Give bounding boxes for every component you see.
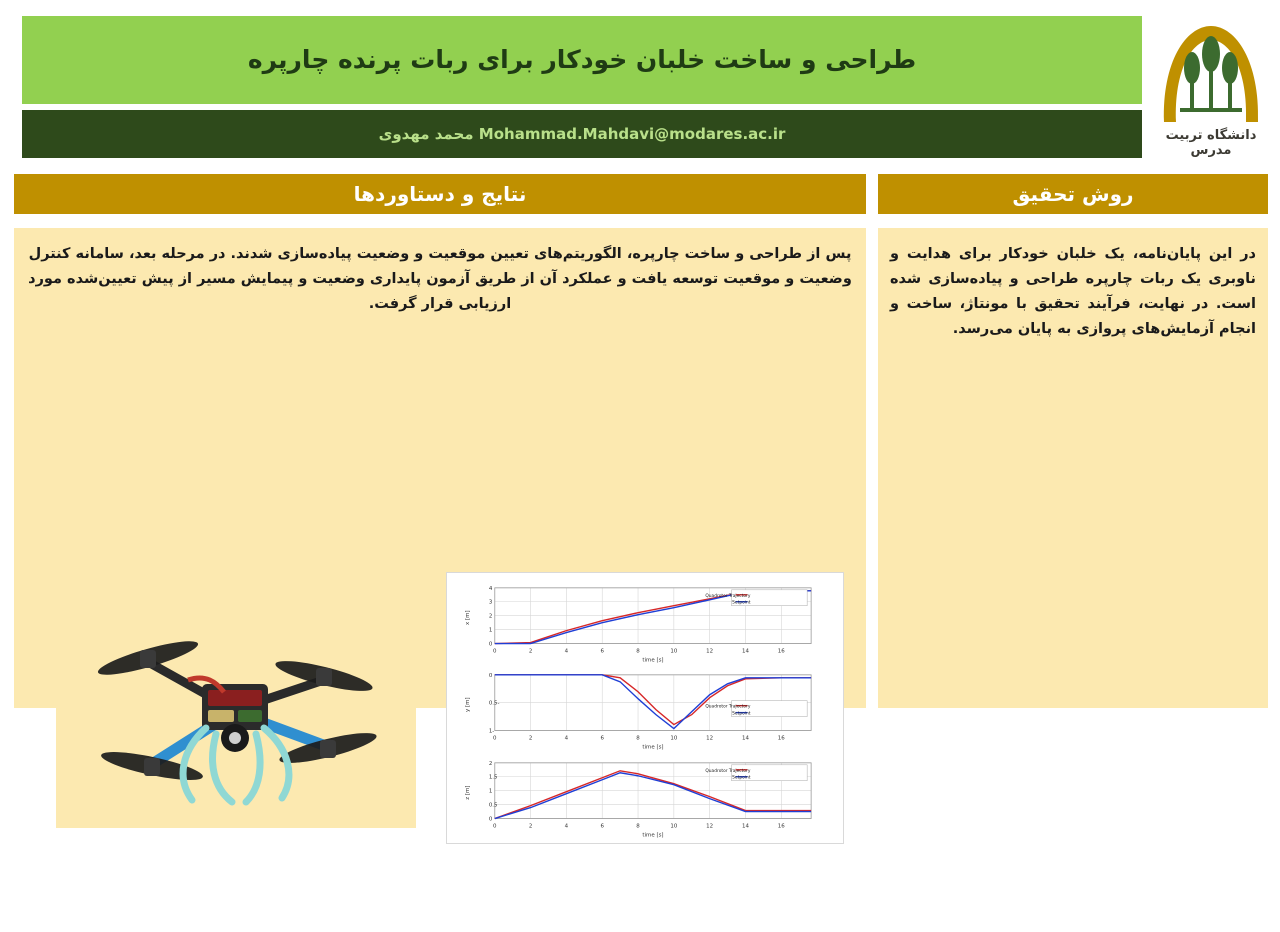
svg-text:0.5: 0.5 xyxy=(488,802,498,809)
svg-text:12: 12 xyxy=(706,823,714,830)
svg-text:2: 2 xyxy=(488,613,493,620)
svg-text:16: 16 xyxy=(777,735,785,742)
svg-text:10: 10 xyxy=(670,648,678,655)
author-email: Mohammad.Mahdavi@modares.ac.ir xyxy=(478,125,786,143)
svg-text:4: 4 xyxy=(564,735,569,742)
svg-text:z [m]: z [m] xyxy=(464,785,471,800)
svg-text:1: 1 xyxy=(488,627,493,634)
poster-title: طراحی و ساخت خلبان خودکار برای ربات پرنده چارپره xyxy=(247,45,917,75)
svg-text:x [m]: x [m] xyxy=(464,610,471,625)
svg-text:10: 10 xyxy=(670,823,678,830)
svg-text:y [m]: y [m] xyxy=(464,697,471,713)
section-heading-results xyxy=(14,174,866,214)
plot-z-position xyxy=(453,752,837,839)
svg-text:0: 0 xyxy=(493,735,497,742)
svg-text:0: 0 xyxy=(488,673,493,680)
svg-text:2: 2 xyxy=(488,760,493,767)
author-bar xyxy=(22,110,1142,158)
svg-text:16: 16 xyxy=(777,648,785,655)
plot-x-position xyxy=(453,577,837,664)
author-line xyxy=(379,125,786,143)
svg-text:Quadrotor Trajectory: Quadrotor Trajectory xyxy=(705,593,751,599)
university-logo xyxy=(1152,10,1270,162)
quadrotor-photo xyxy=(56,588,416,828)
method-panel xyxy=(878,228,1268,708)
svg-text:8: 8 xyxy=(636,823,640,830)
section-heading-method xyxy=(878,174,1268,214)
svg-text:2: 2 xyxy=(528,735,533,742)
svg-text:16: 16 xyxy=(777,823,785,830)
author-name: محمد مهدوی xyxy=(378,125,474,143)
svg-text:Quadrotor Trajectory: Quadrotor Trajectory xyxy=(705,768,751,774)
section-heading-results-label: نتایج و دستاوردها xyxy=(353,182,527,206)
svg-text:6: 6 xyxy=(600,735,604,742)
svg-text:0: 0 xyxy=(493,648,497,655)
svg-text:0: 0 xyxy=(488,641,493,648)
svg-text:6: 6 xyxy=(600,648,604,655)
svg-text:3: 3 xyxy=(488,599,493,606)
svg-text:time [s]: time [s] xyxy=(642,657,664,664)
svg-text:Quadrotor Trajectory: Quadrotor Trajectory xyxy=(705,704,751,710)
trajectory-plot-card xyxy=(446,572,844,844)
svg-text:8: 8 xyxy=(636,648,640,655)
svg-text:-1: -1 xyxy=(488,728,495,735)
results-panel xyxy=(14,228,866,839)
svg-text:4: 4 xyxy=(488,585,493,592)
svg-text:10: 10 xyxy=(670,735,678,742)
svg-text:12: 12 xyxy=(706,648,714,655)
svg-text:1: 1 xyxy=(488,788,493,795)
svg-text:1.5: 1.5 xyxy=(488,774,498,781)
svg-text:0: 0 xyxy=(488,816,493,823)
svg-text:Setpoint: Setpoint xyxy=(732,600,751,606)
svg-text:-0.5: -0.5 xyxy=(488,700,500,707)
svg-text:14: 14 xyxy=(741,648,749,655)
svg-text:14: 14 xyxy=(741,735,749,742)
svg-text:4: 4 xyxy=(564,823,569,830)
svg-text:time [s]: time [s] xyxy=(642,744,664,751)
plot-y-position xyxy=(453,664,837,751)
results-body-text: پس از طراحی و ساخت چارپره، الگوریتم‌های تعیین موقعیت و وضعیت پیاده‌سازی شدند. در مرحله بعد، سامانه کنترل وضعیت و موقعیت توسعه یافت و عملکرد آن از طریق آزمون پایداری وضعیت و پیمایش مسیر از پیش تعیین‌شده مورد ارزیابی قرار گرفت. xyxy=(28,246,852,312)
svg-text:2: 2 xyxy=(528,823,533,830)
svg-text:6: 6 xyxy=(600,823,604,830)
svg-text:4: 4 xyxy=(564,648,569,655)
svg-text:time [s]: time [s] xyxy=(642,832,664,839)
svg-text:8: 8 xyxy=(636,735,640,742)
poster-title-bar xyxy=(22,16,1142,104)
section-heading-method-label: روش تحقیق xyxy=(1012,182,1134,206)
svg-text:Setpoint: Setpoint xyxy=(732,775,751,781)
svg-text:2: 2 xyxy=(528,648,533,655)
university-logo-caption: دانشگاه تربیت مدرس xyxy=(1165,128,1257,158)
method-body-text: در این پایان‌نامه، یک خلبان خودکار برای هدایت و ناوبری یک ربات چارپره طراحی و پیاده‌سازی شده است. در نهایت، فرآیند تحقیق با مونتاژ، ساخت و انجام آزمایش‌های پروازی به پایان می‌رسد. xyxy=(890,246,1256,337)
svg-text:12: 12 xyxy=(706,735,714,742)
svg-text:0: 0 xyxy=(493,823,497,830)
svg-text:14: 14 xyxy=(741,823,749,830)
svg-text:Setpoint: Setpoint xyxy=(732,711,751,717)
